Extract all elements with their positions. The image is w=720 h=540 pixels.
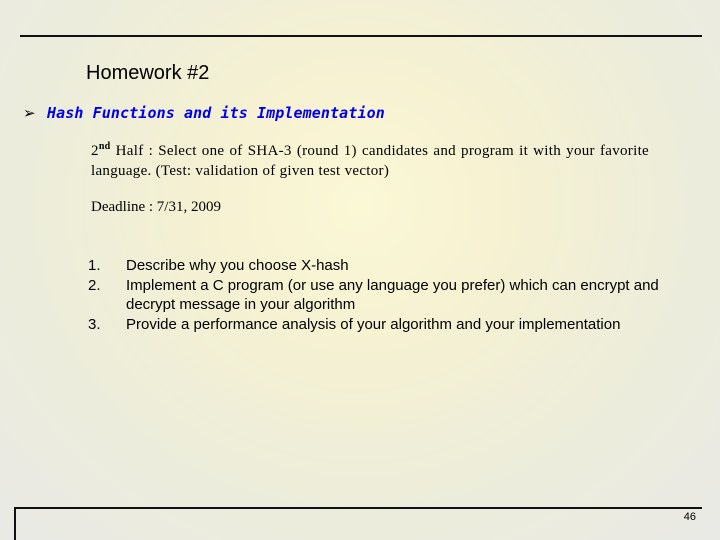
task-text: Provide a performance analysis of your algorithm and your implementation	[126, 315, 621, 333]
slide-title: Homework #2	[86, 62, 210, 84]
task-number: 2.	[88, 276, 101, 294]
list-item	[88, 276, 668, 315]
description-text: Half : Select one of SHA-3 (round 1) candidates and program it with your favorite language. (Test: validation of given test vector)	[91, 143, 649, 179]
task-number: 1.	[88, 257, 101, 274]
description-ordinal-suffix: nd	[98, 141, 111, 152]
deadline: Deadline : 7/31, 2009	[91, 199, 221, 215]
description-ordinal: 2	[91, 143, 99, 159]
task-text: Implement a C program (or use any language you prefer) which can encrypt and decrypt message in your algorithm	[126, 276, 659, 313]
bottom-left-divider	[14, 507, 16, 540]
task-list	[88, 256, 668, 334]
task-number: 3.	[88, 315, 101, 333]
task-text: Describe why you choose X-hash	[126, 257, 349, 274]
bottom-divider	[14, 507, 702, 509]
assignment-description	[91, 141, 649, 181]
top-divider	[20, 35, 702, 37]
section-bullet	[23, 104, 385, 122]
arrow-bullet-icon: ➢	[23, 104, 36, 122]
list-item	[88, 315, 668, 335]
page-number: 46	[683, 511, 696, 523]
section-heading: Hash Functions and its Implementation	[47, 104, 385, 122]
list-item	[88, 256, 668, 276]
